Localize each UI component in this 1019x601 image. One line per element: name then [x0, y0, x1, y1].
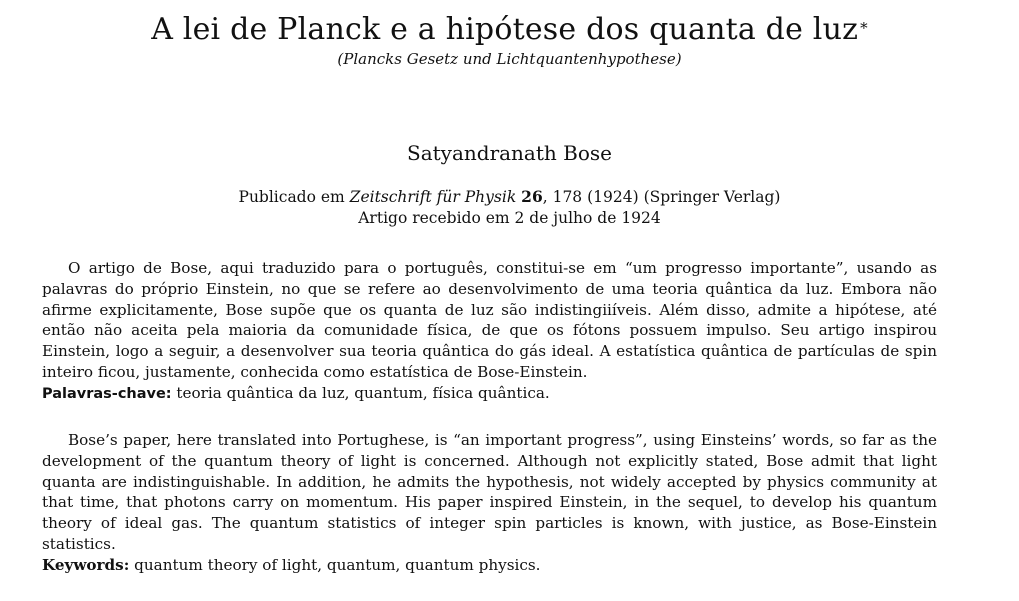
paper-title	[0, 12, 1019, 48]
paper-title-text: A lei de Planck e a hipótese dos quanta de luz	[151, 12, 859, 47]
publication-info	[0, 186, 1019, 229]
keywords-portuguese	[42, 383, 937, 405]
received-date: Artigo recebido em 2 de julho de 1924	[358, 209, 661, 227]
abstract-english	[42, 430, 937, 576]
author-name: Satyandranath Bose	[407, 141, 612, 165]
keywords-english-label: Keywords:	[42, 555, 130, 574]
abstract-english-text: Bose’s paper, here translated into Portughese, is “an important progress”, using Einsteins’ words, so far as the development of the quantum theory of light is concerned. Although not explicitly stated, Bose admit that light quanta are indistinguishable. In addition, he admits the hypothesis, not widely accepted by physics community at that time, that photons carry on momentum. His paper inspired Einstein, in the sequel, to develop his quantum theory of ideal gas. The quantum statistics of integer spin particles is known, with justice, as Bose-Einstein statistics.	[42, 431, 937, 553]
keywords-portuguese-label: Palavras-chave:	[42, 385, 172, 402]
publication-details: , 178 (1924) (Springer Verlag)	[542, 188, 781, 206]
journal-name: Zeitschrift für Physik	[349, 188, 517, 206]
keywords-english-list: quantum theory of light, quantum, quantum physics.	[129, 555, 541, 574]
publication-line	[0, 186, 1019, 208]
publication-prefix: Publicado em	[238, 188, 350, 206]
keywords-portuguese-list: teoria quântica da luz, quantum, física quântica.	[171, 383, 550, 402]
abstract-portuguese	[42, 258, 937, 405]
title-footnote-mark: *	[860, 19, 868, 37]
keywords-english	[42, 555, 937, 576]
journal-volume: 26	[521, 187, 543, 206]
abstract-portuguese-text: O artigo de Bose, aqui traduzido para o português, constitui-se em “um progresso importante”, usando as palavras do próprio Einstein, no que se refere ao desenvolvimento de uma teoria quântica da luz. Embora não afirme explicitamente, Bose supõe que os quanta de luz são indistingiiíveis. Além disso, admite a hipótese, até então não aceita pela maioria da comunidade física, de que os fótons possuem impulso. Seu artigo inspirou Einstein, logo a seguir, a desenvolver sua teoria quântica do gás ideal. A estatística quântica de partículas de spin inteiro ficou, justamente, conhecida como estatística de Bose-Einstein.	[42, 259, 937, 381]
paper-subtitle: (Plancks Gesetz und Lichtquantenhypothese)	[337, 50, 682, 68]
